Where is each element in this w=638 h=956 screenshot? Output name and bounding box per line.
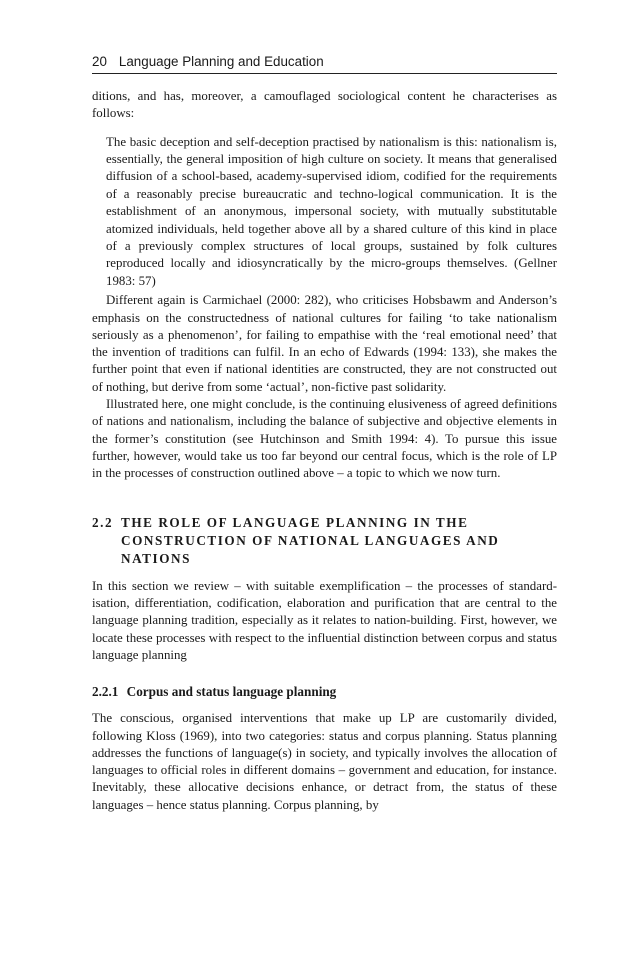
- subsection-number: 2.2.1: [92, 684, 119, 700]
- block-quote: [106, 134, 557, 291]
- section-intro-paragraph: In this section we review – with suitable exemplification – the processes of standard-isation, differentiation, codification, elaboration and purification that are central to the language planning tradition, especially as it relates to nation-building. First, however, we locate these processes with respect to the influential distinction between corpus and status language planning: [92, 578, 557, 662]
- header-rule: [92, 73, 557, 74]
- section-title: THE ROLE OF LANGUAGE PLANNING IN THE CONSTRUCTION OF NATIONAL LANGUAGES AND NATIONS: [121, 514, 500, 567]
- gellner-quote: The basic deception and self-deception practised by nationalism is this: nationalism is, essentially, the general imposition of high culture on society. It means that generalised diffusion of a school-based, academy-supervised idiom, codified for the requirements of a reasonably precise bureaucratic and techno-logical communication. It is the establishment of an anonymous, impersonal society, with mutually substitutable atomized individuals, held together above all by a shared culture of this kind in place of a previously complex structures of local groups, sustained by folk cultures reproduced locally and idiosyncratically by the micro-groups themselves. (Gellner 1983: 57): [106, 134, 557, 288]
- subsection-title: Corpus and status language planning: [126, 684, 337, 700]
- carmichael-paragraph: Different again is Carmichael (2000: 282), who criticises Hobsbawm and Anderson’s emphasis on the constructedness of national cultures for failing ‘to take nationalism seriously as a phenomenon’, for failing to empathise with the ‘real emotional need’ that the invention of traditions can fulfil. In an echo of Edwards (1994: 133), she makes the further point that even if national identities are constructed, they are not constructed out of nothing, but derive from some ‘actual’, non-fictive past solidarity.: [92, 293, 557, 394]
- section-heading: [92, 514, 557, 569]
- subsection-heading: [92, 683, 557, 701]
- page-body: [92, 88, 557, 814]
- section-number: 2.2: [92, 514, 114, 530]
- subsection-body-paragraph: The conscious, organised interventions that make up LP are customarily divided, following Kloss (1969), into two categories: status and corpus planning. Status planning addresses the functions of language(s) in society, and typically involves the allocation of languages to official roles in different domains – government and education, for instance. Inevitably, these allocative decisions enhance, or detract from, the status of these languages – hence status planning. Corpus planning, by: [92, 711, 557, 812]
- page-number: 20: [92, 54, 107, 69]
- continuation-paragraph: ditions, and has, moreover, a camouflaged sociological content he characterises as follows:: [92, 89, 557, 121]
- illustrated-paragraph: Illustrated here, one might conclude, is the continuing elusiveness of agreed definitions of nations and nationalism, including the balance of subjective and objective elements in the former’s constitution (see Hutchinson and Smith 1994: 4). To pursue this issue further, however, would take us too far beyond our central focus, which is the role of LP in the processes of construction outlined above – a topic to which we now turn.: [92, 397, 557, 481]
- running-title: Language Planning and Education: [118, 54, 324, 69]
- running-header: [92, 53, 557, 71]
